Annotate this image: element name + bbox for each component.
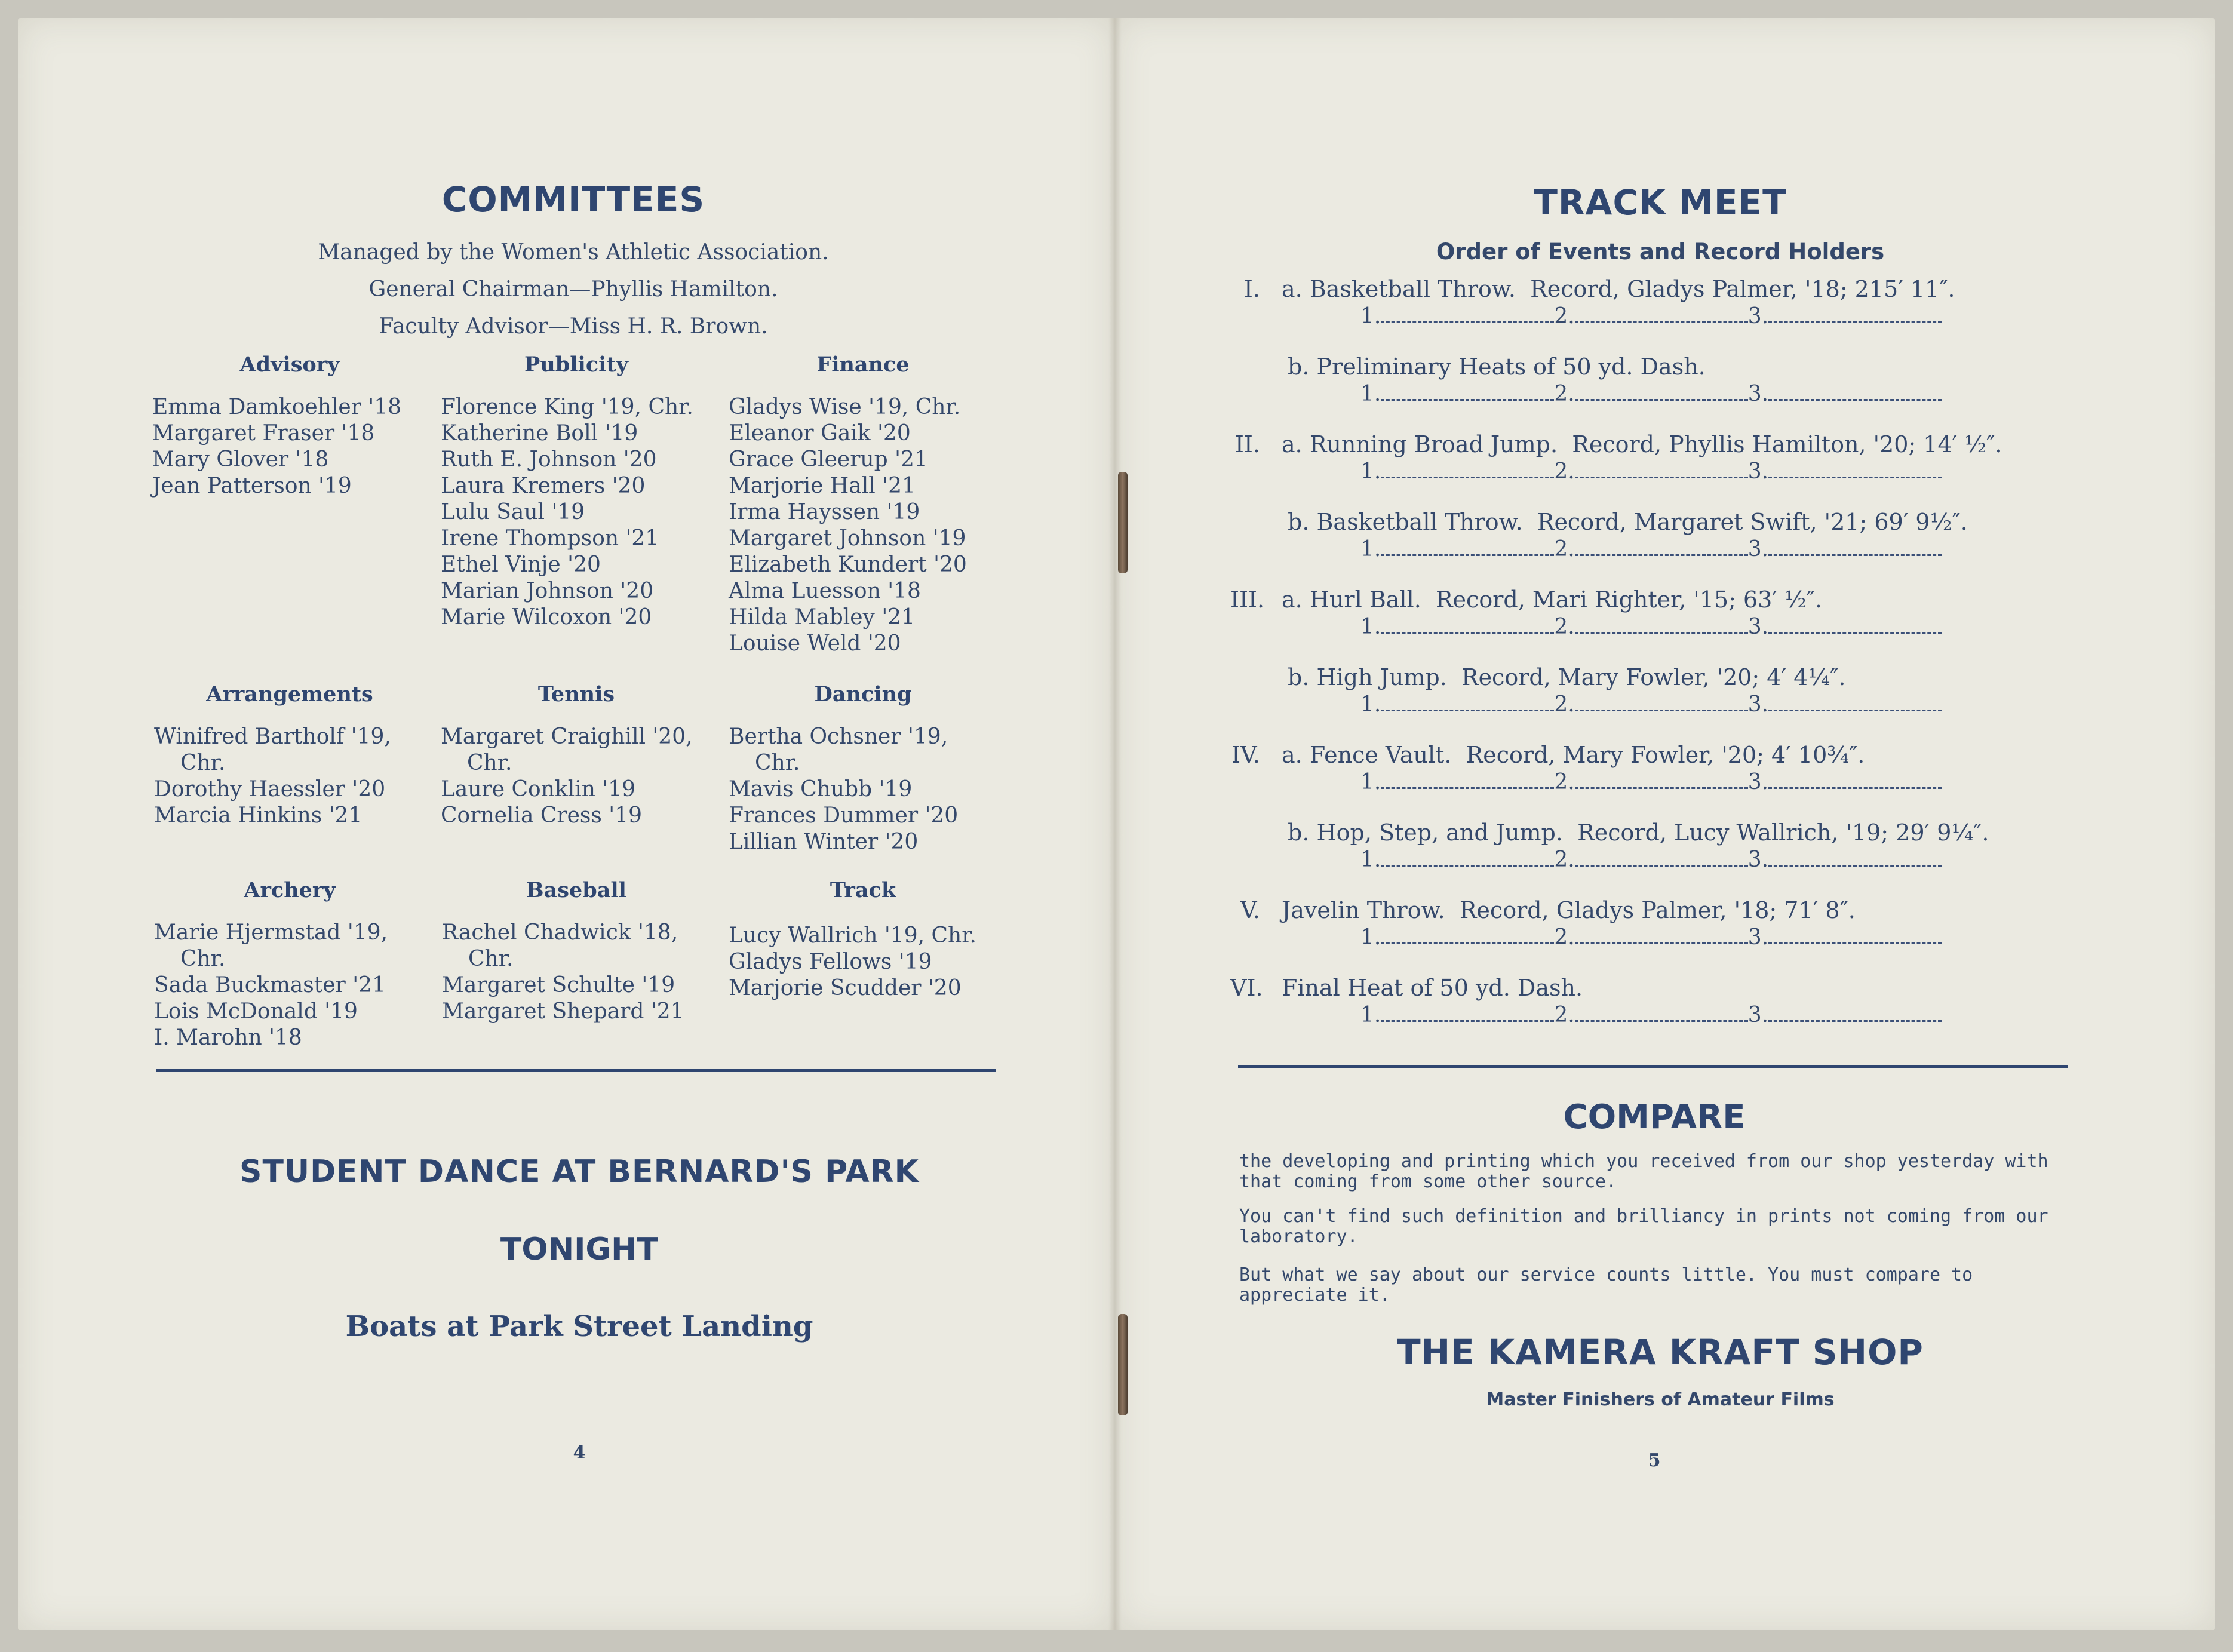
committee-member: Gladys Fellows '19 — [729, 950, 932, 974]
event-text: b. High Jump. Record, Mary Fowler, '20; 4′ 4¼″. — [1288, 664, 1846, 690]
committee-member: Marie Wilcoxon '20 — [441, 605, 652, 630]
placing-label: 1. — [1360, 615, 1381, 639]
committee-member: Lillian Winter '20 — [729, 830, 919, 854]
event-line — [1230, 508, 1968, 536]
placing-label: 3. — [1747, 925, 1769, 950]
shop-name: THE KAMERA KRAFT SHOP — [1397, 1332, 1924, 1372]
event-line — [1230, 585, 1942, 614]
committee-member: Eleanor Gaik '20 — [729, 421, 911, 446]
committee-heading-arrangements: Arrangements — [206, 682, 373, 707]
committee-heading-tennis: Tennis — [537, 682, 615, 707]
committee-member: Ethel Vinje '20 — [441, 552, 601, 577]
committee-list-baseball — [442, 920, 684, 1025]
staple-bottom — [1118, 1314, 1128, 1415]
placing-label: 3. — [1747, 459, 1769, 484]
placing-blank-line — [1381, 303, 1554, 323]
committee-member: Lucy Wallrich '19, Chr. — [729, 923, 976, 948]
event-text: b. Preliminary Heats of 50 yd. Dash. — [1288, 354, 1706, 380]
placing-blank-line — [1768, 381, 1942, 401]
placing-label: 3. — [1747, 1003, 1769, 1027]
section-divider — [1238, 1065, 2068, 1068]
committee-list-track — [729, 923, 976, 1002]
committees-intro — [149, 234, 997, 345]
committee-member: Marcia Hinkins '21 — [154, 803, 363, 828]
placing-blank-line — [1381, 459, 1554, 478]
committee-member: Gladys Wise '19, Chr. — [729, 395, 961, 419]
placing-blank-line — [1575, 925, 1748, 944]
placing-blank-line — [1575, 769, 1748, 789]
placing-blank-line — [1768, 536, 1942, 556]
placing-label: 1. — [1360, 459, 1381, 484]
placing-blank-line — [1575, 536, 1748, 556]
committee-list-advisory — [152, 394, 401, 499]
placing-label: 3. — [1747, 537, 1769, 561]
track-meet-header — [1236, 182, 2084, 223]
placing-label: 2. — [1554, 304, 1575, 328]
placing-blanks — [1230, 303, 1955, 328]
event-line — [1230, 275, 1955, 303]
event-text: a. Running Broad Jump. Record, Phyllis Hamilton, '20; 14′ ½″. — [1282, 431, 2002, 457]
event-text: Javelin Throw. Record, Gladys Palmer, '18; 71′ 8″. — [1282, 897, 1856, 923]
event-entry — [1230, 508, 1968, 561]
event-line — [1230, 896, 1942, 925]
committee-member: Chr. — [468, 947, 514, 971]
placing-blank-line — [1575, 847, 1748, 867]
event-entry — [1230, 974, 1942, 1027]
event-line — [1230, 663, 1942, 692]
event-entry — [1230, 352, 1942, 406]
event-entry — [1230, 896, 1942, 950]
committee-member: Margaret Fraser '18 — [152, 421, 375, 446]
ad-paragraph: You can't find such definition and brilliancy in prints not coming from our laboratory. — [1239, 1206, 2048, 1247]
committee-member: I. Marohn '18 — [154, 1025, 302, 1050]
placing-blank-line — [1575, 1002, 1748, 1022]
event-numeral: III. — [1230, 587, 1265, 613]
placing-blank-line — [1575, 692, 1748, 711]
event-numeral: VI. — [1230, 975, 1263, 1001]
event-line — [1230, 741, 1942, 769]
event-entry — [1230, 430, 2002, 484]
placing-label: 2. — [1554, 692, 1575, 717]
placing-blank-line — [1768, 925, 1942, 944]
committees-header — [149, 179, 997, 220]
placing-blank-line — [1381, 614, 1554, 634]
committee-member: Marjorie Scudder '20 — [729, 976, 962, 1000]
event-line — [1230, 818, 1989, 847]
track-meet-subtitle: Order of Events and Record Holders — [1436, 239, 1885, 265]
placing-blank-line — [1575, 303, 1748, 323]
placing-label: 2. — [1554, 459, 1575, 484]
intro-line: Managed by the Women's Athletic Association. — [318, 240, 829, 265]
placing-blanks — [1230, 769, 1942, 794]
committee-member: Margaret Shepard '21 — [442, 999, 684, 1024]
committee-heading-finance: Finance — [816, 352, 910, 377]
committee-member: Laure Conklin '19 — [441, 777, 636, 802]
ad-paragraph: But what we say about our service counts little. You must compare to appreciate it. — [1239, 1264, 1973, 1306]
committee-member: Mary Glover '18 — [152, 447, 329, 472]
placing-label: 2. — [1554, 925, 1575, 950]
ad-title: COMPARE — [1563, 1098, 1746, 1137]
placing-label: 3. — [1747, 692, 1769, 717]
committee-member: Margaret Schulte '19 — [442, 973, 675, 997]
committee-member: Hilda Mabley '21 — [729, 605, 916, 630]
intro-line: General Chairman—Phyllis Hamilton. — [368, 277, 778, 302]
placing-label: 1. — [1360, 304, 1381, 328]
placing-label: 3. — [1747, 848, 1769, 872]
dance-when: TONIGHT — [500, 1232, 659, 1267]
committee-heading-archery: Archery — [244, 878, 336, 902]
committee-list-tennis — [441, 724, 693, 829]
placing-label: 2. — [1554, 770, 1575, 794]
dance-boats: Boats at Park Street Landing — [345, 1310, 813, 1343]
placing-blank-line — [1768, 769, 1942, 789]
section-divider — [156, 1069, 996, 1072]
page-number-right: 5 — [1648, 1450, 1661, 1471]
committee-member: Irma Hayssen '19 — [729, 500, 920, 524]
committee-member: Sada Buckmaster '21 — [154, 973, 386, 997]
placing-label: 1. — [1360, 382, 1381, 406]
committee-member: Winifred Bartholf '19, — [154, 724, 391, 749]
committee-member: Grace Gleerup '21 — [729, 447, 928, 472]
committee-member: Cornelia Cress '19 — [441, 803, 643, 828]
committee-member: Marjorie Hall '21 — [729, 474, 916, 498]
placing-label: 3. — [1747, 770, 1769, 794]
placing-blanks — [1230, 925, 1942, 950]
committee-list-finance — [729, 394, 967, 657]
event-line — [1230, 974, 1942, 1002]
placing-blank-line — [1575, 381, 1748, 401]
committee-member: Emma Damkoehler '18 — [152, 395, 402, 419]
placing-label: 1. — [1360, 925, 1381, 950]
committee-member: Bertha Ochsner '19, — [729, 724, 948, 749]
event-entry — [1230, 818, 1989, 872]
placing-blanks — [1230, 536, 1968, 561]
placing-label: 2. — [1554, 848, 1575, 872]
committee-list-archery — [154, 920, 388, 1051]
committee-member: Marian Johnson '20 — [441, 579, 654, 603]
committee-member: Jean Patterson '19 — [152, 474, 352, 498]
event-numeral — [1230, 818, 1260, 847]
committee-member: Rachel Chadwick '18, — [442, 920, 678, 945]
event-text: Final Heat of 50 yd. Dash. — [1282, 975, 1583, 1001]
committee-member: Ruth E. Johnson '20 — [441, 447, 657, 472]
placing-blanks — [1230, 1002, 1942, 1027]
committee-member: Frances Dummer '20 — [729, 803, 959, 828]
committee-member: Laura Kremers '20 — [441, 474, 646, 498]
committee-heading-publicity: Publicity — [524, 352, 628, 377]
placing-label: 2. — [1554, 615, 1575, 639]
placing-blanks — [1230, 847, 1989, 872]
placing-blank-line — [1381, 692, 1554, 711]
placing-blank-line — [1768, 614, 1942, 634]
placing-label: 3. — [1747, 304, 1769, 328]
committee-member: Irene Thompson '21 — [441, 526, 659, 551]
placing-blanks — [1230, 459, 2002, 484]
committees-title: COMMITTEES — [441, 179, 705, 220]
placing-blank-line — [1381, 1002, 1554, 1022]
event-numeral: II. — [1234, 431, 1260, 457]
shop-tagline: Master Finishers of Amateur Films — [1486, 1389, 1835, 1410]
committee-member: Lois McDonald '19 — [154, 999, 358, 1024]
event-entry — [1230, 585, 1942, 639]
event-line — [1230, 352, 1942, 381]
placing-label: 3. — [1747, 615, 1769, 639]
committee-member: Margaret Craighill '20, — [441, 724, 693, 749]
placing-label: 2. — [1554, 382, 1575, 406]
placing-label: 1. — [1360, 770, 1381, 794]
placing-label: 3. — [1747, 382, 1769, 406]
track-meet-title: TRACK MEET — [1534, 182, 1787, 223]
event-text: a. Fence Vault. Record, Mary Fowler, '20; 4′ 10¾″. — [1282, 742, 1865, 768]
committee-member: Margaret Johnson '19 — [729, 526, 966, 551]
event-entry — [1230, 741, 1942, 794]
placing-blank-line — [1381, 381, 1554, 401]
placing-blank-line — [1381, 847, 1554, 867]
placing-blank-line — [1381, 536, 1554, 556]
committee-member: Louise Weld '20 — [729, 631, 901, 656]
event-text: a. Hurl Ball. Record, Mari Righter, '15; 63′ ½″. — [1282, 587, 1823, 613]
placing-blank-line — [1768, 692, 1942, 711]
placing-label: 1. — [1360, 692, 1381, 717]
staple-top — [1118, 472, 1128, 573]
committee-member: Florence King '19, Chr. — [441, 395, 693, 419]
event-numeral: V. — [1240, 897, 1260, 923]
event-numeral: I. — [1243, 276, 1260, 302]
placing-label: 2. — [1554, 537, 1575, 561]
committee-heading-baseball: Baseball — [526, 878, 626, 902]
placing-blanks — [1230, 381, 1942, 406]
committee-member: Chr. — [180, 947, 226, 971]
placing-label: 1. — [1360, 848, 1381, 872]
committee-member: Katherine Boll '19 — [441, 421, 638, 446]
placing-blanks — [1230, 692, 1942, 717]
event-numeral — [1230, 663, 1260, 692]
event-line — [1230, 430, 2002, 459]
committee-member: Lulu Saul '19 — [441, 500, 585, 524]
placing-label: 1. — [1360, 1003, 1381, 1027]
intro-line: Faculty Advisor—Miss H. R. Brown. — [379, 314, 768, 339]
event-numeral — [1230, 508, 1260, 536]
ad-paragraph: the developing and printing which you received from our shop yesterday with that coming from some other source. — [1239, 1151, 2048, 1192]
placing-blank-line — [1381, 769, 1554, 789]
committee-member: Chr. — [467, 751, 512, 775]
committee-member: Dorothy Haessler '20 — [154, 777, 386, 802]
committee-member: Chr. — [180, 751, 226, 775]
placing-blank-line — [1575, 459, 1748, 478]
placing-label: 2. — [1554, 1003, 1575, 1027]
event-numeral: IV. — [1231, 742, 1260, 768]
committee-heading-track: Track — [830, 878, 896, 902]
placing-blank-line — [1768, 1002, 1942, 1022]
placing-blank-line — [1768, 847, 1942, 867]
placing-blanks — [1230, 614, 1942, 639]
committee-member: Alma Luesson '18 — [729, 579, 921, 603]
page-number-left: 4 — [573, 1442, 586, 1463]
event-text: b. Basketball Throw. Record, Margaret Swift, '21; 69′ 9½″. — [1288, 509, 1968, 535]
event-text: b. Hop, Step, and Jump. Record, Lucy Wallrich, '19; 29′ 9¼″. — [1288, 819, 1989, 846]
event-entry — [1230, 275, 1955, 328]
placing-blank-line — [1768, 459, 1942, 478]
placing-blank-line — [1381, 925, 1554, 944]
committee-member: Mavis Chubb '19 — [729, 777, 913, 802]
placing-blank-line — [1575, 614, 1748, 634]
committee-member: Marie Hjermstad '19, — [154, 920, 388, 945]
committee-list-publicity — [441, 394, 693, 631]
placing-blank-line — [1768, 303, 1942, 323]
event-entry — [1230, 663, 1942, 717]
committee-member: Elizabeth Kundert '20 — [729, 552, 967, 577]
committee-list-arrangements — [154, 724, 391, 829]
dance-headline: STUDENT DANCE AT BERNARD'S PARK — [239, 1154, 919, 1190]
committee-member: Chr. — [755, 751, 800, 775]
committee-heading-dancing: Dancing — [814, 682, 912, 707]
event-numeral — [1230, 352, 1260, 381]
committee-list-dancing — [729, 724, 958, 855]
placing-label: 1. — [1360, 537, 1381, 561]
event-text: a. Basketball Throw. Record, Gladys Palmer, '18; 215′ 11″. — [1282, 276, 1955, 302]
committee-heading-advisory: Advisory — [239, 352, 340, 377]
